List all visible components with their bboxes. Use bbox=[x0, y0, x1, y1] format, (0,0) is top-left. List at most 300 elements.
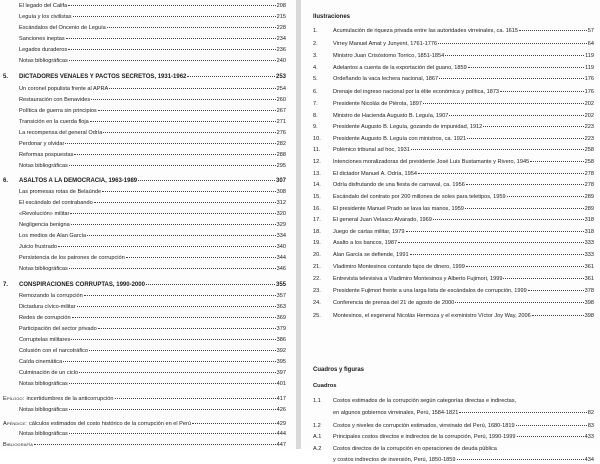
leader-dots bbox=[532, 315, 584, 316]
illustration-title: Ministro Juan Crisóstomo Torrico, 1851-1854 bbox=[333, 53, 445, 59]
toc-entry-title: Leguía y los civilistas bbox=[19, 14, 72, 20]
leader-dots bbox=[418, 173, 584, 174]
page-number: 379 bbox=[276, 326, 286, 332]
page-number: 83 bbox=[587, 423, 594, 429]
page-number: 334 bbox=[276, 233, 286, 239]
leader-dots bbox=[89, 350, 276, 351]
leader-dots bbox=[187, 76, 275, 77]
page-number: 215 bbox=[276, 14, 286, 20]
illustration-entry bbox=[333, 206, 594, 213]
illustration-title: Ordeñando la vaca lechera nacional, 1867 bbox=[333, 76, 439, 82]
toc-entry-title: Escándalos del Oncenio de Leguía bbox=[19, 25, 106, 31]
page-number: 307 bbox=[275, 178, 286, 184]
leader-dots bbox=[69, 268, 276, 269]
illustration-entry bbox=[333, 240, 594, 247]
leader-dots bbox=[146, 284, 275, 285]
page-number: 333 bbox=[584, 252, 594, 258]
page-number: 288 bbox=[276, 152, 286, 158]
toc-entry bbox=[19, 163, 286, 170]
leader-dots bbox=[69, 60, 276, 61]
toc-entry-title: Reformas pospuestas bbox=[19, 152, 74, 158]
toc-entry bbox=[3, 178, 286, 185]
toc-entry bbox=[19, 244, 286, 251]
page-number: 278 bbox=[584, 182, 594, 188]
leader-dots bbox=[192, 423, 276, 424]
illustration-entry bbox=[333, 288, 594, 295]
toc-entry-title: Persistencia de los patrones de corrupción bbox=[19, 255, 125, 261]
toc-entry-title: El escándalo del contrabando bbox=[19, 200, 93, 206]
page-number: 234 bbox=[276, 36, 286, 42]
illustration-entry bbox=[333, 76, 594, 83]
toc-entry-title: Participación del sector privado bbox=[19, 326, 97, 332]
toc-entry bbox=[19, 348, 286, 355]
page-number: 176 bbox=[584, 89, 594, 95]
page-number: 57 bbox=[587, 28, 594, 34]
illustration-entry bbox=[333, 65, 594, 72]
page-number: 386 bbox=[276, 337, 286, 343]
page-number: 401 bbox=[276, 381, 286, 387]
toc-entry bbox=[3, 74, 286, 81]
illustration-entry bbox=[333, 113, 594, 120]
leader-dots bbox=[459, 412, 586, 413]
leader-dots bbox=[90, 121, 276, 122]
illustration-title: Presidente Fujimori frente a una larga lista de escándalos de corrupción, 1999 bbox=[333, 288, 527, 294]
leader-dots bbox=[500, 91, 584, 92]
page-number: 426 bbox=[276, 407, 286, 413]
toc-entry bbox=[19, 130, 286, 137]
toc-entry bbox=[19, 293, 286, 300]
leader-dots bbox=[72, 317, 276, 318]
leader-dots bbox=[107, 27, 276, 28]
page-number: 271 bbox=[276, 119, 286, 125]
page-number: 254 bbox=[276, 86, 286, 92]
page-number: 308 bbox=[276, 189, 286, 195]
leader-dots bbox=[528, 290, 584, 291]
illustration-entry bbox=[333, 89, 594, 96]
illustration-title: El general Juan Velasco Alvarado, 1969 bbox=[333, 217, 432, 223]
cuadros-y-figuras-title: Cuadros y figuras bbox=[313, 367, 365, 373]
illustration-entry bbox=[333, 252, 594, 259]
illustration-title: Polémico tribunal ad hoc, 1931 bbox=[333, 147, 410, 153]
leader-dots bbox=[433, 219, 584, 220]
leader-dots bbox=[466, 266, 584, 267]
leader-dots bbox=[58, 246, 276, 247]
illustration-title: Vladimiro Montesinos contando fajos de dinero, 1999 bbox=[333, 264, 465, 270]
illustration-number: 7. bbox=[313, 101, 318, 107]
table-number: 1.2 bbox=[313, 423, 321, 429]
toc-entry-title: Corruptelas militares bbox=[19, 337, 71, 343]
illustration-entry bbox=[333, 229, 594, 236]
leader-dots bbox=[467, 138, 584, 139]
page-number: 258 bbox=[584, 159, 594, 165]
chapter-number: 5. bbox=[3, 74, 9, 80]
leader-dots bbox=[87, 235, 275, 236]
toc-entry bbox=[19, 200, 286, 207]
toc-entry-title: «Revolución» militar bbox=[19, 211, 70, 217]
toc-entry bbox=[19, 255, 286, 262]
toc-entry-title: Perdonar y olvidar bbox=[19, 141, 65, 147]
illustration-number: 14. bbox=[313, 182, 321, 188]
illustration-number: 2. bbox=[313, 41, 318, 47]
toc-entry bbox=[19, 141, 286, 148]
section-lead: Apéndice: bbox=[3, 421, 27, 427]
page-number: 361 bbox=[584, 264, 594, 270]
right-page bbox=[301, 0, 600, 463]
toc-entry-title: Las promesas rotas de Belaúnde bbox=[19, 189, 102, 195]
leader-dots bbox=[98, 110, 276, 111]
toc-entry bbox=[19, 370, 286, 377]
section-lead: Bibliografía bbox=[3, 442, 34, 448]
illustration-entry bbox=[333, 276, 594, 283]
toc-entry bbox=[19, 211, 286, 218]
illustration-number: 8. bbox=[313, 113, 318, 119]
illustration-title: Juego de cartas militar, 1979 bbox=[333, 229, 405, 235]
illustration-number: 11. bbox=[313, 147, 321, 153]
illustration-entry bbox=[333, 217, 594, 224]
leader-dots bbox=[507, 196, 584, 197]
leader-dots bbox=[34, 444, 276, 445]
page-number: 64 bbox=[587, 41, 594, 47]
toc-entry bbox=[3, 282, 286, 289]
toc-entry bbox=[3, 442, 286, 449]
table-title: en algunos gobiernos virreinales, Perú, 1584-1821 bbox=[333, 410, 459, 416]
table-title-line: Costos estimados de la corrupción según categorías directas e indirectas, bbox=[333, 398, 517, 404]
table-number: 1.1 bbox=[313, 398, 321, 404]
illustration-entry bbox=[333, 53, 594, 60]
leader-dots bbox=[410, 254, 584, 255]
page-number: 312 bbox=[276, 200, 286, 206]
page-number: 282 bbox=[276, 141, 286, 147]
leader-dots bbox=[468, 67, 584, 68]
table-number: A.2 bbox=[313, 446, 322, 452]
leader-dots bbox=[63, 361, 275, 362]
leader-dots bbox=[465, 208, 584, 209]
chapter-title: CONSPIRACIONES CORRUPTAS, 1990-2000 bbox=[19, 282, 145, 288]
illustration-entry bbox=[333, 300, 594, 307]
toc-entry-title: Restauración con Benavides bbox=[19, 97, 91, 103]
leader-dots bbox=[69, 165, 276, 166]
toc-entry bbox=[19, 407, 286, 414]
illustration-number: 9. bbox=[313, 124, 318, 130]
illustration-number: 18. bbox=[313, 229, 321, 235]
page-number: 395 bbox=[276, 359, 286, 365]
toc-entry bbox=[19, 189, 286, 196]
illustration-entry bbox=[333, 136, 594, 143]
page-number: 355 bbox=[275, 282, 286, 288]
illustration-entry bbox=[333, 124, 594, 131]
illustration-number: 10. bbox=[313, 136, 321, 142]
page-number: 267 bbox=[276, 108, 286, 114]
leader-dots bbox=[66, 38, 276, 39]
toc-entry bbox=[3, 421, 286, 428]
illustration-number: 21. bbox=[313, 264, 321, 270]
leader-dots bbox=[73, 16, 276, 17]
page-number: 346 bbox=[276, 266, 286, 272]
leader-dots bbox=[530, 161, 583, 162]
illustration-title: Presidente Augusto B. Leguía con ministros, ca. 1921 bbox=[333, 136, 467, 142]
toc-entry-title: Notas bibliográficas bbox=[19, 431, 68, 437]
page-number: 240 bbox=[276, 58, 286, 64]
toc-entry-title: Dictadura cívico-militar bbox=[19, 304, 76, 310]
toc-entry-title: Notas bibliográficas bbox=[19, 58, 68, 64]
page-number: 329 bbox=[276, 222, 286, 228]
page-number: 253 bbox=[275, 74, 286, 80]
leader-dots bbox=[71, 224, 276, 225]
toc-entry-title: Política de guerra sin principios bbox=[19, 108, 97, 114]
illustration-number: 20. bbox=[313, 252, 321, 258]
toc-entry bbox=[19, 3, 286, 10]
toc-entry-title: Un coronel populista frente al APRA bbox=[19, 86, 109, 92]
section-title: cálculos estimados del costo histórico de la corrupción en el Perú bbox=[28, 421, 191, 427]
illustration-title: Presidente Augusto B. Leguía, gozando de impunidad, 1912 bbox=[333, 124, 483, 130]
toc-entry-title: Sanciones ineptas bbox=[19, 36, 65, 42]
leader-dots bbox=[423, 103, 584, 104]
table-title: Principales costos directos e indirectos de la corrupción, Perú, 1990-1999 bbox=[333, 434, 516, 440]
page-number: 369 bbox=[276, 315, 286, 321]
leader-dots bbox=[439, 78, 584, 79]
chapter-number: 7. bbox=[3, 282, 9, 288]
page-number: 392 bbox=[276, 348, 286, 354]
toc-entry bbox=[19, 47, 286, 54]
toc-entry bbox=[19, 152, 286, 159]
leader-dots bbox=[65, 143, 275, 144]
toc-entry-title: Juicio frustrado bbox=[19, 244, 57, 250]
illustration-title: Virrey Manuel Amat y Junyent, 1761-1776 bbox=[333, 41, 438, 47]
page-number: 398 bbox=[584, 313, 594, 319]
leader-dots bbox=[91, 99, 275, 100]
leader-dots bbox=[84, 295, 276, 296]
leader-dots bbox=[115, 398, 276, 399]
page-number: 119 bbox=[585, 53, 594, 59]
toc-entry bbox=[19, 233, 286, 240]
section-lead: Epílogo: bbox=[3, 396, 25, 402]
leader-dots bbox=[79, 372, 276, 373]
leader-dots bbox=[74, 154, 275, 155]
left-page bbox=[0, 0, 296, 449]
table-title-line: Costos directos de la corrupción en operaciones de deuda pública bbox=[333, 446, 497, 452]
page-number: 357 bbox=[276, 293, 286, 299]
table-entry bbox=[333, 434, 594, 441]
illustration-number: 24. bbox=[313, 300, 321, 306]
page-number: 318 bbox=[584, 229, 594, 235]
toc-entry-title: Notas bibliográficas bbox=[19, 266, 68, 272]
illustration-number: 12. bbox=[313, 159, 321, 165]
illustration-number: 19. bbox=[313, 240, 321, 246]
leader-dots bbox=[70, 213, 275, 214]
leader-dots bbox=[68, 49, 275, 50]
toc-entry bbox=[19, 304, 286, 311]
table-title: y costos indirectos de inversión, Perú, 1850-1859 bbox=[333, 457, 456, 463]
page-number: 258 bbox=[584, 147, 594, 153]
chapter-title: DICTADORES VENALES Y PACTOS SECRETOS, 1931-1962 bbox=[19, 74, 187, 80]
leader-dots bbox=[77, 306, 276, 307]
illustration-number: 17. bbox=[313, 217, 321, 223]
illustration-entry bbox=[333, 182, 594, 189]
page-number: 398 bbox=[584, 300, 594, 306]
page-number: 176 bbox=[584, 76, 594, 82]
page-number: 333 bbox=[584, 240, 594, 246]
toc-entry-title: Legados duraderos bbox=[19, 47, 68, 53]
page-number: 278 bbox=[584, 171, 594, 177]
page-number: 236 bbox=[276, 47, 286, 53]
illustration-title: El dictador Manuel A. Odría, 1954 bbox=[333, 171, 417, 177]
illustration-title: Intenciones moralizadoras del presidente José Luis Bustamante y Rivero, 1945 bbox=[333, 159, 530, 165]
illustration-title: Conferencia de prensa del 21 de agosto de 2000 bbox=[333, 300, 455, 306]
leader-dots bbox=[516, 425, 587, 426]
page-number: 378 bbox=[584, 288, 594, 294]
leader-dots bbox=[438, 43, 587, 44]
toc-entry-title: Transición en la cuerda floja bbox=[19, 119, 89, 125]
illustration-entry bbox=[333, 41, 594, 48]
page-number: 433 bbox=[584, 434, 594, 440]
leader-dots bbox=[445, 55, 584, 56]
toc-entry bbox=[19, 431, 286, 438]
illustration-number: 3. bbox=[313, 53, 318, 59]
page-number: 82 bbox=[587, 410, 594, 416]
page-number: 289 bbox=[584, 206, 594, 212]
illustration-title: Odría disfrutando de una fiesta de carnaval, ca. 1956 bbox=[333, 182, 465, 188]
illustration-number: 5. bbox=[313, 76, 318, 82]
table-entry bbox=[333, 423, 594, 430]
page-number: 344 bbox=[276, 255, 286, 261]
illustration-title: El presidente Manuel Prado se lava las manos, 1959 bbox=[333, 206, 464, 212]
illustration-number: 25. bbox=[313, 313, 321, 319]
illustration-title: Escándalo del contrato por 200 millones de soles para teletipos, 1959 bbox=[333, 194, 506, 200]
illustration-number: 16. bbox=[313, 206, 321, 212]
toc-entry bbox=[3, 396, 286, 403]
illustration-number: 23. bbox=[313, 288, 321, 294]
page-number: 295 bbox=[276, 163, 286, 169]
leader-dots bbox=[406, 231, 584, 232]
illustration-title: Alan García se defiende, 1991 bbox=[333, 252, 409, 258]
page-number: 444 bbox=[276, 431, 286, 437]
leader-dots bbox=[519, 30, 587, 31]
toc-entry bbox=[19, 25, 286, 32]
toc-entry-title: Notas bibliográficas bbox=[19, 381, 68, 387]
leader-dots bbox=[411, 149, 584, 150]
toc-entry-title: La recompensa del general Odría bbox=[19, 130, 103, 136]
table-entry bbox=[333, 457, 594, 464]
leader-dots bbox=[466, 184, 584, 185]
toc-entry-title: Los medios de Alan García bbox=[19, 233, 87, 239]
chapter-title: ASALTOS A LA DEMOCRACIA, 1963-1989 bbox=[19, 178, 138, 184]
illustration-title: Montesinos, el exgeneral Nicolás Hermoza y el exministro Víctor Joy Way, 2006 bbox=[333, 313, 531, 319]
toc-entry bbox=[19, 222, 286, 229]
toc-entry-title: Remozando la corrupción bbox=[19, 293, 83, 299]
toc-entry bbox=[19, 58, 286, 65]
page-number: 447 bbox=[276, 442, 286, 448]
leader-dots bbox=[517, 436, 584, 437]
leader-dots bbox=[68, 5, 275, 6]
toc-entry bbox=[19, 326, 286, 333]
toc-entry-title: Negligencia benigna bbox=[19, 222, 70, 228]
illustration-title: Acumulación de riqueza privada entre las autoridades virreinales, ca. 1615 bbox=[333, 28, 519, 34]
illustration-number: 6. bbox=[313, 89, 318, 95]
illustration-title: Presidente Nicolás de Piérola, 1897 bbox=[333, 101, 422, 107]
page-number: 318 bbox=[584, 217, 594, 223]
illustration-entry bbox=[333, 159, 594, 166]
leader-dots bbox=[457, 459, 584, 460]
page-number: 260 bbox=[276, 97, 286, 103]
toc-entry bbox=[19, 97, 286, 104]
page-number: 228 bbox=[276, 25, 286, 31]
illustration-title: Drenaje del ingreso nacional por la élite económica y política, 1873 bbox=[333, 89, 500, 95]
page-number: 361 bbox=[584, 276, 594, 282]
toc-entry bbox=[19, 36, 286, 43]
toc-entry bbox=[19, 266, 286, 273]
illustration-entry bbox=[333, 147, 594, 154]
page-number: 202 bbox=[584, 113, 594, 119]
illustration-number: 1. bbox=[313, 28, 318, 34]
page-number: 434 bbox=[584, 457, 594, 463]
toc-entry-title: Culminación de un ciclo bbox=[19, 370, 79, 376]
illustration-title: Asalto a los bancos, 1987 bbox=[333, 240, 398, 246]
section-title: incertidumbres de la anticorrupción bbox=[26, 396, 114, 402]
page-number: 223 bbox=[584, 124, 594, 130]
toc-entry bbox=[19, 337, 286, 344]
illustration-entry bbox=[333, 264, 594, 271]
illustration-entry bbox=[333, 101, 594, 108]
toc-entry-title: Caída cinemática bbox=[19, 359, 63, 365]
table-title: Costos y niveles de corrupción estimados, virreinato del Perú, 1680-1819 bbox=[333, 423, 515, 429]
illustration-number: 4. bbox=[313, 65, 318, 71]
toc-entry bbox=[19, 14, 286, 21]
leader-dots bbox=[138, 180, 275, 181]
illustrations-heading: Ilustraciones bbox=[313, 14, 351, 20]
illustration-entry bbox=[333, 28, 594, 35]
toc-entry-title: El legado del Califa bbox=[19, 3, 68, 9]
leader-dots bbox=[69, 409, 276, 410]
page-number: 429 bbox=[276, 421, 286, 427]
illustration-title: Entrevista televisiva a Vladimiro Montesinos y Alberto Fujimori, 1999 bbox=[333, 276, 503, 282]
toc-entry-title: Redes de corrupción bbox=[19, 315, 71, 321]
illustration-number: 15. bbox=[313, 194, 321, 200]
leader-dots bbox=[455, 302, 583, 303]
leader-dots bbox=[69, 383, 276, 384]
table-entry bbox=[333, 410, 594, 417]
leader-dots bbox=[109, 88, 275, 89]
illustration-number: 22. bbox=[313, 276, 321, 282]
illustration-entry bbox=[333, 171, 594, 178]
page-number: 320 bbox=[276, 211, 286, 217]
cuadros-heading: Cuadros bbox=[313, 383, 337, 389]
page-number: 363 bbox=[276, 304, 286, 310]
illustration-number: 13. bbox=[313, 171, 321, 177]
toc-entry bbox=[19, 359, 286, 366]
leader-dots bbox=[94, 202, 276, 203]
leader-dots bbox=[69, 433, 276, 434]
page-number: 202 bbox=[584, 101, 594, 107]
leader-dots bbox=[98, 328, 276, 329]
leader-dots bbox=[483, 126, 583, 127]
page-number: 340 bbox=[276, 244, 286, 250]
toc-entry bbox=[19, 108, 286, 115]
chapter-number: 6. bbox=[3, 178, 9, 184]
page-number: 397 bbox=[276, 370, 286, 376]
illustration-title: Ministro de Hacienda Augusto B. Leguía, 1907 bbox=[333, 113, 449, 119]
leader-dots bbox=[449, 115, 583, 116]
toc-entry-title: Notas bibliográficas bbox=[19, 163, 68, 169]
toc-entry bbox=[19, 119, 286, 126]
page-number: 208 bbox=[276, 3, 286, 9]
page-number: 289 bbox=[584, 194, 594, 200]
illustration-entry bbox=[333, 194, 594, 201]
toc-entry bbox=[19, 86, 286, 93]
leader-dots bbox=[398, 242, 584, 243]
toc-entry-title: Colusión con el narcotráfico bbox=[19, 348, 89, 354]
page-number: 223 bbox=[584, 136, 594, 142]
page-number: 417 bbox=[276, 396, 286, 402]
